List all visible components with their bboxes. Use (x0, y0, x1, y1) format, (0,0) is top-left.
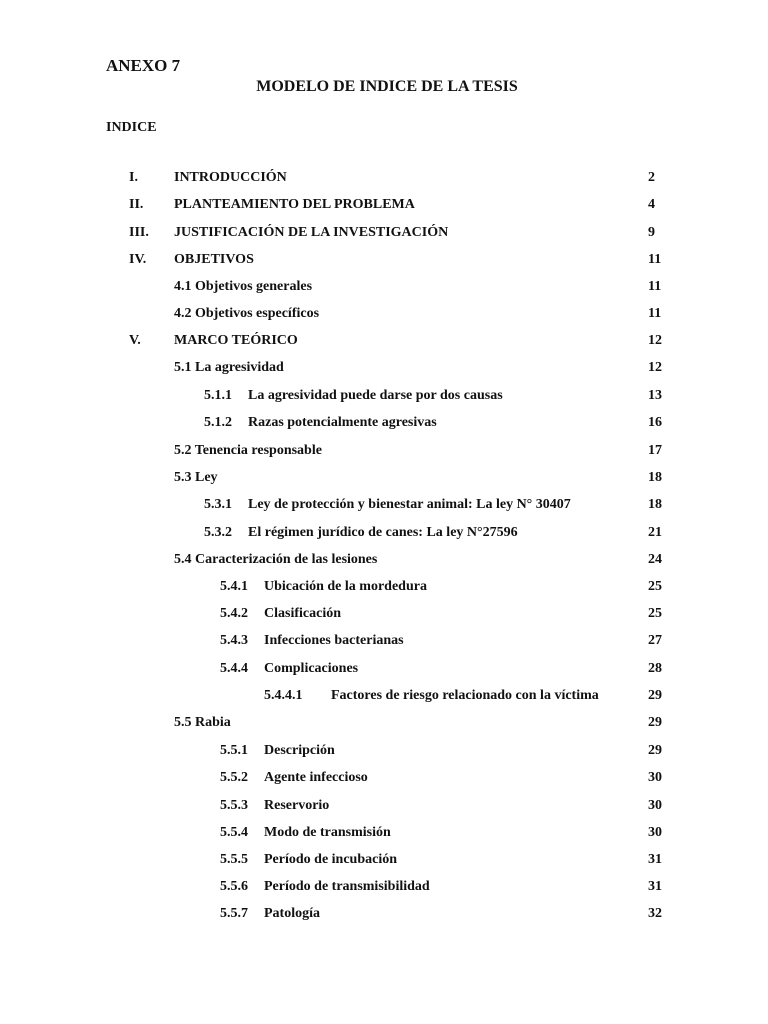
toc-entry-page: 2 (648, 170, 655, 185)
toc-entry (0, 552, 768, 574)
toc-entry-number: 5.5.7 (220, 906, 248, 921)
toc-entry (0, 415, 768, 437)
toc-entry (0, 633, 768, 655)
toc-entry-page: 30 (648, 770, 662, 785)
toc-entry-page: 31 (648, 879, 662, 894)
toc-entry-page: 16 (648, 415, 662, 430)
toc-entry-label: 4.2 Objetivos específicos (174, 306, 320, 321)
toc-entry (0, 579, 768, 601)
toc-entry-number: III. (129, 225, 149, 240)
toc-entry (0, 279, 768, 301)
toc-entry-label: MARCO TEÓRICO (174, 333, 298, 348)
toc-entry (0, 443, 768, 465)
toc-entry-page: 11 (648, 279, 662, 294)
toc-entry (0, 497, 768, 519)
toc-entry (0, 743, 768, 765)
toc-entry (0, 770, 768, 792)
toc-entry (0, 306, 768, 328)
toc-entry-page: 4 (648, 197, 655, 212)
toc-entry-page: 30 (648, 798, 662, 813)
toc-entry-page: 17 (648, 443, 662, 458)
toc-entry-label: JUSTIFICACIÓN DE LA INVESTIGACIÓN (174, 225, 449, 240)
toc-entry (0, 197, 768, 219)
toc-entry-page: 13 (648, 388, 662, 403)
toc-entry (0, 825, 768, 847)
annex-label: ANEXO 7 (106, 56, 181, 75)
toc-entry-page: 31 (648, 852, 662, 867)
toc-entry-number: 5.5.3 (220, 798, 248, 813)
toc-entry (0, 606, 768, 628)
toc-entry (0, 388, 768, 410)
toc-entry-page: 30 (648, 825, 662, 840)
toc-entry-page: 18 (648, 497, 662, 512)
toc-entry-page: 29 (648, 715, 662, 730)
toc-entry-label: Período de incubación (264, 852, 398, 867)
toc-entry (0, 225, 768, 247)
toc-entry-page: 11 (648, 252, 662, 267)
toc-entry (0, 798, 768, 820)
toc-entry-label: El régimen jurídico de canes: La ley N°27596 (248, 525, 518, 540)
toc-entry-number: V. (129, 333, 141, 348)
toc-entry-label: 5.5 Rabia (174, 715, 231, 730)
toc-entry-number: 5.5.4 (220, 825, 248, 840)
toc-entry-number: 5.5.2 (220, 770, 248, 785)
toc-entry-number: 5.4.1 (220, 579, 248, 594)
toc-entry-page: 29 (648, 688, 662, 703)
toc-entry-number: 5.5.5 (220, 852, 248, 867)
toc-entry-label: INTRODUCCIÓN (174, 170, 287, 185)
toc-entry-page: 28 (648, 661, 662, 676)
toc-entry-page: 25 (648, 606, 662, 621)
toc-entry-label: Infecciones bacterianas (264, 633, 404, 648)
toc-entry (0, 360, 768, 382)
toc-entry-page: 21 (648, 525, 662, 540)
toc-entry-label: Modo de transmisión (264, 825, 391, 840)
toc-entry-page: 18 (648, 470, 662, 485)
toc-entry-number: 5.4.3 (220, 633, 248, 648)
toc-entry (0, 879, 768, 901)
toc-entry-label: Ubicación de la mordedura (264, 579, 427, 594)
toc-entry-label: Reservorio (264, 798, 330, 813)
toc-entry-number: I. (129, 170, 138, 185)
toc-entry-number: 5.4.4.1 (264, 688, 303, 703)
toc-entry (0, 688, 768, 710)
toc-entry-label: Descripción (264, 743, 335, 758)
toc-entry-number: 5.4.2 (220, 606, 248, 621)
index-heading: INDICE (106, 120, 157, 135)
toc-entry-label: PLANTEAMIENTO DEL PROBLEMA (174, 197, 415, 212)
toc-entry-label: Razas potencialmente agresivas (248, 415, 437, 430)
toc-entry-label: 4.1 Objetivos generales (174, 279, 313, 294)
toc-entry-label: Factores de riesgo relacionado con la víctima (331, 688, 599, 703)
toc-entry (0, 661, 768, 683)
toc-entry-label: OBJETIVOS (174, 252, 254, 267)
toc-entry-number: 5.5.1 (220, 743, 248, 758)
toc-entry (0, 906, 768, 928)
toc-entry-label: La agresividad puede darse por dos causas (248, 388, 503, 403)
toc-entry-page: 12 (648, 333, 662, 348)
toc-entry-page: 25 (648, 579, 662, 594)
toc-entry-label: Agente infeccioso (264, 770, 368, 785)
toc-entry (0, 333, 768, 355)
toc-entry-number: 5.3.1 (204, 497, 232, 512)
toc-entry (0, 852, 768, 874)
toc-entry-label: 5.2 Tenencia responsable (174, 443, 322, 458)
toc-entry-number: 5.3.2 (204, 525, 232, 540)
toc-entry (0, 525, 768, 547)
toc-entry-page: 11 (648, 306, 662, 321)
toc-entry-page: 29 (648, 743, 662, 758)
toc-entry-page: 9 (648, 225, 655, 240)
toc-entry-page: 24 (648, 552, 662, 567)
toc-entry-page: 12 (648, 360, 662, 375)
toc-entry-label: Clasificación (264, 606, 341, 621)
toc-entry-page: 27 (648, 633, 662, 648)
toc-entry-label: Período de transmisibilidad (264, 879, 430, 894)
toc-entry-number: 5.1.2 (204, 415, 232, 430)
toc-entry (0, 715, 768, 737)
toc-entry-label: 5.3 Ley (174, 470, 218, 485)
toc-entry (0, 470, 768, 492)
toc-entry-label: 5.4 Caracterización de las lesiones (174, 552, 378, 567)
toc-entry-number: II. (129, 197, 144, 212)
toc-entry-label: Patología (264, 906, 320, 921)
toc-entry-page: 32 (648, 906, 662, 921)
toc-entry-label: Ley de protección y bienestar animal: La ley N° 30407 (248, 497, 571, 512)
toc-entry-number: IV. (129, 252, 147, 267)
toc-entry-number: 5.4.4 (220, 661, 248, 676)
toc-entry-number: 5.1.1 (204, 388, 232, 403)
toc-entry-number: 5.5.6 (220, 879, 248, 894)
toc-entry (0, 252, 768, 274)
toc-entry (0, 170, 768, 192)
toc-entry-label: Complicaciones (264, 661, 359, 676)
page-title: MODELO DE INDICE DE LA TESIS (256, 78, 518, 95)
toc-entry-label: 5.1 La agresividad (174, 360, 284, 375)
